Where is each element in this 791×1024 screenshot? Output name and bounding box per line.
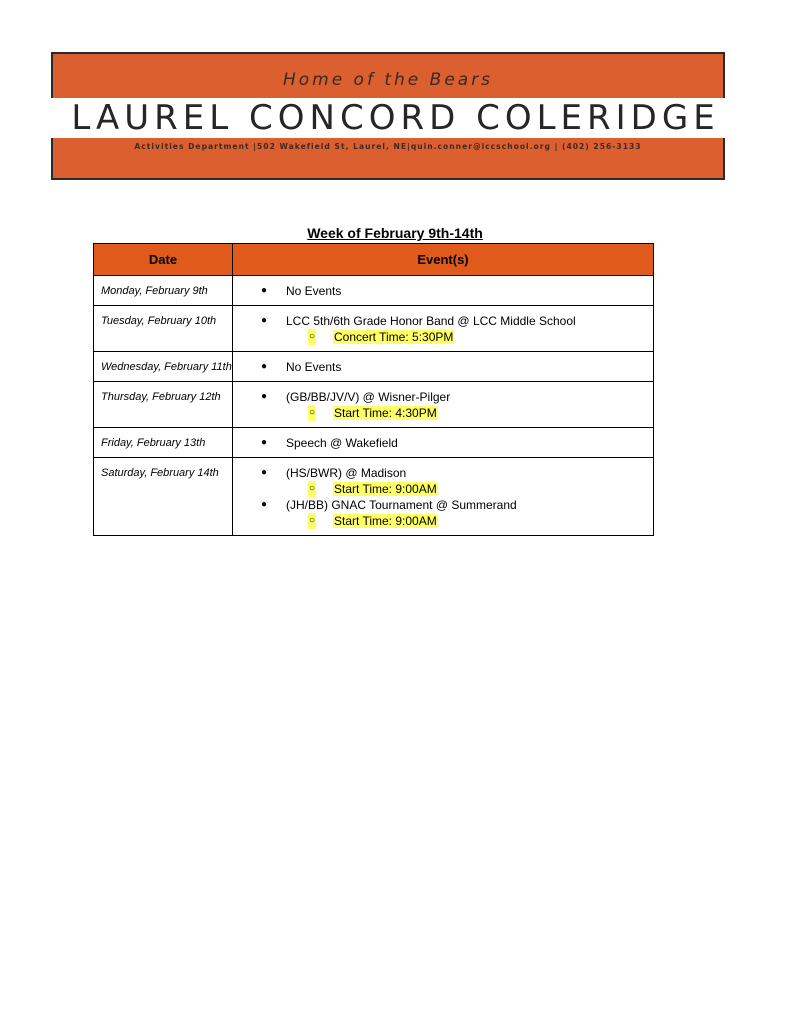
circle-bullet-icon: ○ [308, 481, 316, 497]
event-detail-item [233, 481, 653, 497]
date-cell: Monday, February 9th [94, 276, 233, 306]
events-cell [233, 458, 654, 536]
event-text: No Events [286, 284, 342, 298]
event-text: (JH/BB) GNAC Tournament @ Summerand [286, 498, 517, 512]
event-detail: Start Time: 9:00AM [334, 482, 437, 496]
event-text: No Events [286, 360, 342, 374]
events-column-header: Event(s) [233, 244, 654, 276]
event-text: (GB/BB/JV/V) @ Wisner-Pilger [286, 390, 451, 404]
date-cell: Saturday, February 14th [94, 458, 233, 536]
events-cell [233, 352, 654, 382]
events-cell [233, 276, 654, 306]
event-text: Speech @ Wakefield [286, 436, 398, 450]
event-item [233, 497, 653, 529]
date-cell: Thursday, February 12th [94, 382, 233, 428]
events-cell [233, 428, 654, 458]
date-cell: Tuesday, February 10th [94, 306, 233, 352]
event-item [233, 465, 653, 497]
event-detail: Start Time: 4:30PM [334, 406, 437, 420]
week-title: Week of February 9th-14th [307, 225, 483, 241]
events-cell [233, 382, 654, 428]
event-item [233, 389, 653, 421]
table-row [94, 428, 654, 458]
event-item [233, 283, 653, 299]
table-row [94, 352, 654, 382]
circle-bullet-icon: ○ [308, 329, 316, 345]
event-text: LCC 5th/6th Grade Honor Band @ LCC Middle School [286, 314, 576, 328]
table-row [94, 306, 654, 352]
event-detail-item [233, 329, 653, 345]
date-column-header: Date [94, 244, 233, 276]
contact-line: Activities Department |502 Wakefield St, Laurel, NE|quin.conner@lccschool.org | (402) 256-3133 [134, 142, 642, 151]
events-cell [233, 306, 654, 352]
event-detail: Start Time: 9:00AM [334, 514, 437, 528]
table-row [94, 382, 654, 428]
event-detail: Concert Time: 5:30PM [334, 330, 454, 344]
table-row [94, 458, 654, 536]
circle-bullet-icon: ○ [308, 513, 316, 529]
table-row [94, 276, 654, 306]
event-text: (HS/BWR) @ Madison [286, 466, 407, 480]
schedule-table [93, 243, 654, 536]
event-item [233, 313, 653, 345]
date-cell: Wednesday, February 11th [94, 352, 233, 382]
table-header-row [94, 244, 654, 276]
event-item [233, 435, 653, 451]
school-name: LAUREL CONCORD COLERIDGE [71, 98, 720, 138]
event-detail-item [233, 513, 653, 529]
date-cell: Friday, February 13th [94, 428, 233, 458]
event-detail-item [233, 405, 653, 421]
banner-tagline: Home of the Bears [282, 70, 494, 90]
event-item [233, 359, 653, 375]
circle-bullet-icon: ○ [308, 405, 316, 421]
